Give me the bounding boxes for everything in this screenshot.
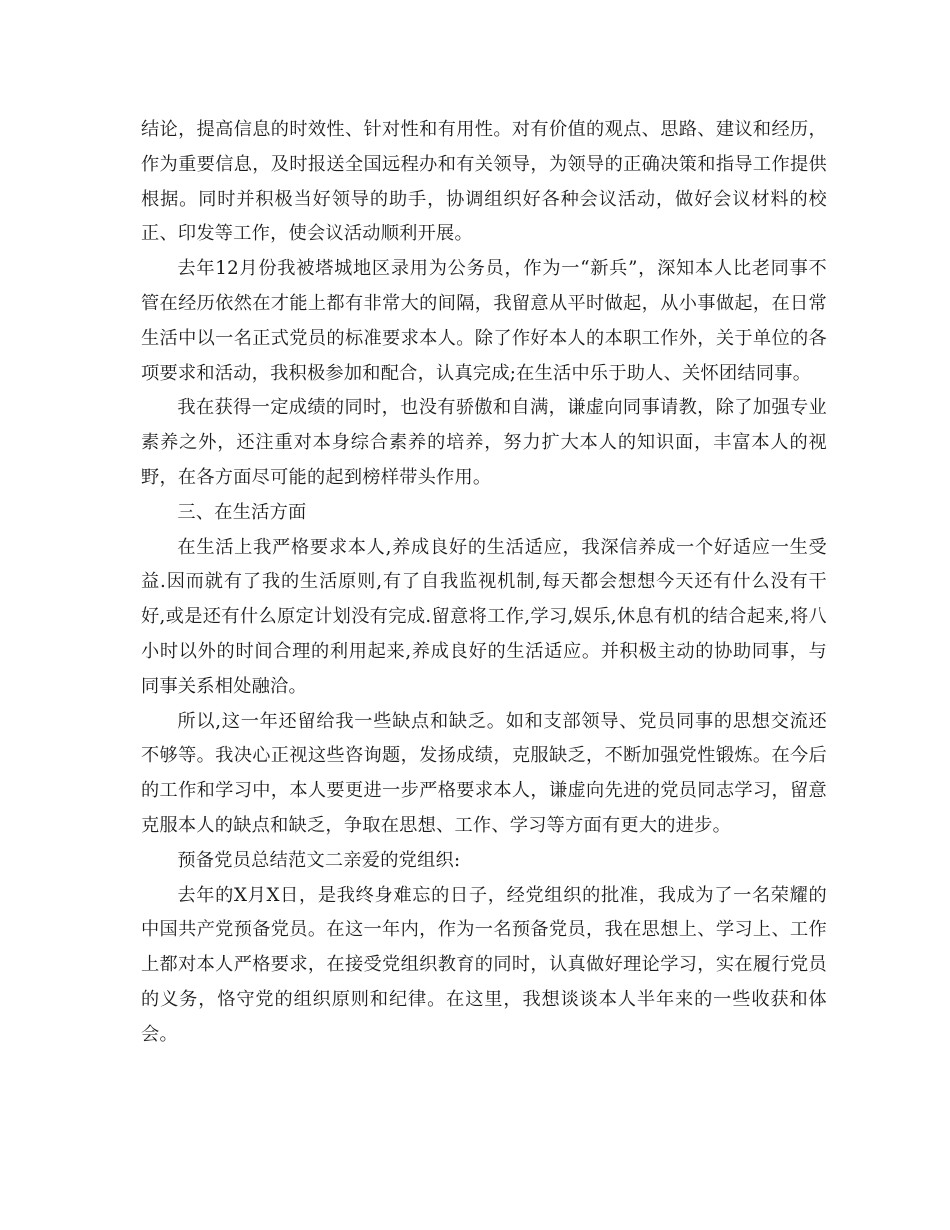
paragraph-achievements: 我在获得一定成绩的同时，也没有骄傲和自满，谦虚向同事请教，除了加强专业素养之外，还注重对本身综合素养的培养，努力扩大本人的知识面，丰富本人的视野，在各方面尽可能的起到榜样带头作用。 (141, 397, 827, 488)
paragraph-probationary-member: 去年的X月X日，是我终身难忘的日子，经党组织的批准，我成为了一名荣耀的中国共产党预备党员。在这一年内，作为一名预备党员，我在思想上、学习上、工作上都对本人严格要求，在接受党组织教育的同时，认真做好理论学习，实在履行党员的义务，恪守党的组织原则和纪律。在这里，我想谈谈本人半年来的一些收获和体会。 (141, 884, 827, 1045)
section-heading-sample-two: 预备党员总结范文二亲爱的党组织: (177, 849, 461, 871)
document-body (141, 113, 827, 1053)
paragraph-civil-servant: 去年12月份我被塔城地区录用为公务员，作为一“新兵”，深知本人比老同事不管在经历依然在才能上都有非常大的间隔，我留意从平时做起，从小事做起，在日常生活中以一名正式党员的标准要求本人。除了作好本人的本职工作外，关于单位的各项要求和活动，我积极参加和配合，认真完成;在生活中乐于助人、关怀团结同事。 (141, 258, 827, 384)
paragraph-shortcomings: 所以,这一年还留给我一些缺点和缺乏。如和支部领导、党员同事的思想交流还不够等。我决心正视这些咨询题，发扬成绩，克服缺乏，不断加强党性锻炼。在今后的工作和学习中，本人要更进一步严格要求本人，谦虚向先进的党员同志学习，留意克服本人的缺点和缺乏，争取在思想、工作、学习等方面有更大的进步。 (141, 710, 827, 836)
paragraph-continuation: 结论，提高信息的时效性、针对性和有用性。对有价值的观点、思路、建议和经历，作为重要信息，及时报送全国远程办和有关领导，为领导的正确决策和指导工作提供根据。同时并积极当好领导的助手，协调组织好各种会议活动，做好会议材料的校正、印发等工作，使会议活动顺利开展。 (141, 119, 827, 245)
section-heading-life: 三、在生活方面 (177, 501, 307, 523)
paragraph-life-habits: 在生活上我严格要求本人,养成良好的生活适应，我深信养成一个好适应一生受益.因而就有了我的生活原则,有了自我监视机制,每天都会想想今天还有什么没有干好,或是还有什么原定计划没有完成.留意将工作,学习,娱乐,休息有机的结合起来,将八小时以外的时间合理的利用起来,养成良好的生活适应。并积极主动的协助同事，与同事关系相处融洽。 (141, 536, 827, 697)
